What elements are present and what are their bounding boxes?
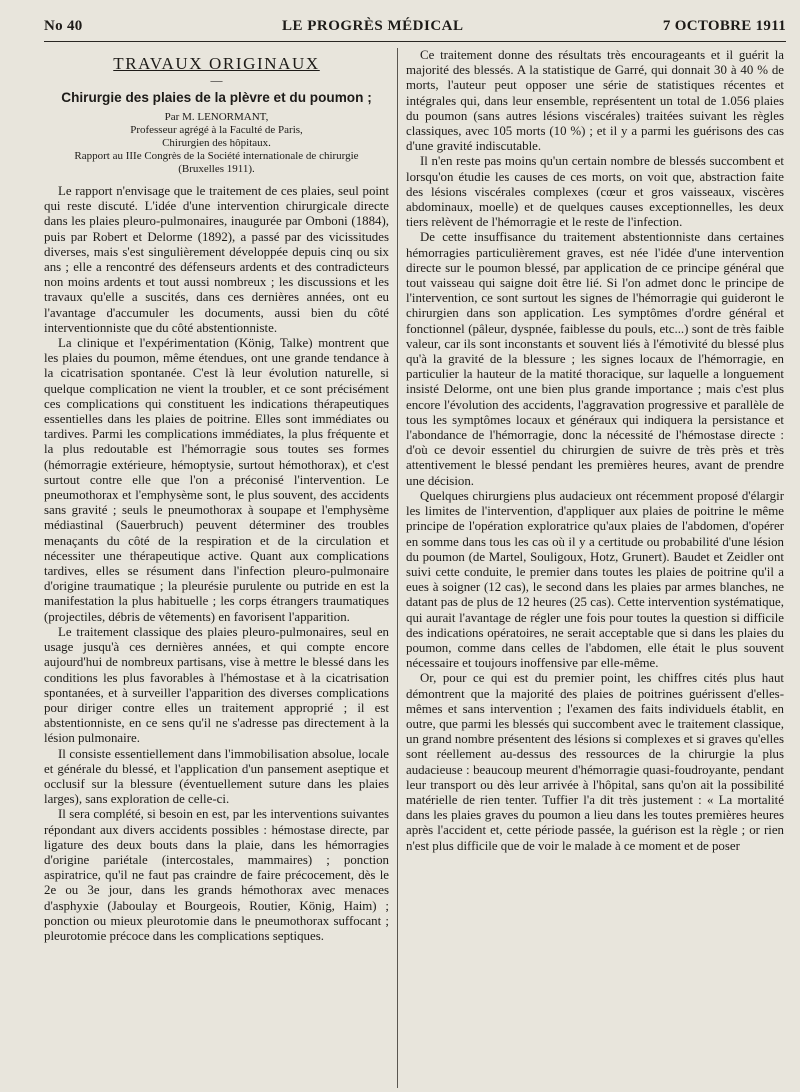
- author-line: Par M. LENORMANT,: [164, 111, 269, 123]
- paragraph: Il consiste essentiellement dans l'immobilisation absolue, locale et générale du blessé, et l'application d'un pansement aseptique et occlusif sur la blessure (éventuellement suture dans les plaies larges), sans exploration de celle-ci.: [44, 746, 389, 807]
- paragraph: Il n'en reste pas moins qu'un certain nombre de blessés succombent et lorsqu'on étudie les causes de ces morts, on voit que, abstraction faite des lésions viscérales complexes (cœur et gros vaisseaux, viscères abdominaux, moelle) et de quelques causes exceptionnelles, les deux tiers relèvent de l'hémorragie et le reste de l'infection.: [406, 154, 784, 230]
- section-heading: TRAVAUX ORIGINAUX: [113, 54, 320, 73]
- running-header: [44, 18, 786, 42]
- paragraph: De cette insuffisance du traitement abstentionniste dans certaines hémorragies particulièrement graves, est née l'idée d'une intervention directe sur le poumon blessé, par application de ce principe général que tout vaisseau qui saigne doit être lié. Si l'on admet donc le principe de l'intervention, ce sont surtout les signes de l'hémorragie qui guideront le chirurgien dans son application. Les symptômes d'ordre général et fonctionnel (pâleur, dyspnée, faiblesse du pouls, etc...) sont de très faible valeur, car ils sont inconstants et souvent liés à l'émotivité du blessé plus qu'à la gravité de la blessure ; les signes locaux de l'hémorragie, en particulier la hauteur de la matité thoracique, sur laquelle a longuement insisté Delorme, ont une bien plus grande importance ; mais c'est plus encore l'évolution des accidents, l'aggravation progressive et parallèle de tous les symptômes locaux et généraux qui indiquera la persistance et l'abondance de l'hémorragie, donc la nécessité de l'hémostase directe : d'où ce devoir essentiel du chirurgien de suivre de très près et très attentivement le blessé pendant les premières heures, avant de prendre une décision.: [406, 230, 784, 488]
- affiliation-2: Chirurgien des hôpitaux.: [162, 137, 271, 149]
- issue-number: No 40: [44, 18, 83, 34]
- paragraph: Ce traitement donne des résultats très encourageants et il guérit la majorité des blessés. A la statistique de Garré, qui donnait 30 à 40 % de morts, l'auteur peut opposer une série de statistiques récentes et intégrales qui, dans leur ensemble, représentent un total de 1.056 plaies du poumon (sans autres lésions viscérales) traitées suivant les règles classiques, avec 105 morts (10 %) ; et il y a parmi les guérisons des cas d'une gravité indiscutable.: [406, 48, 784, 154]
- left-column: [44, 48, 398, 1088]
- paragraph: La clinique et l'expérimentation (König, Talke) montrent que les plaies du poumon, même étendues, ont une grande tendance à la cicatrisation spontanée. C'est là leur évolution naturelle, si quelque complication ne vient la troubler, et ce sont précisément ces complications qui constituent les indications thérapeutiques essentielles dans les plaies de poitrine. Elles sont immédiates ou tardives. Parmi les complications immédiates, la plus fréquente et la plus redoutable est l'hémorragie sous toutes ses formes (hémorragie extérieure, hémoptysie, surtout hémothorax), et c'est surtout contre elle que l'on a préconisé l'intervention. Le pneumothorax et l'emphysème sont, le plus souvent, des accidents sans gravité ; seuls le pneumothorax à soupape et l'emphysème médiastinal (Sauerbruch) peuvent déterminer des troubles menaçants du côté de la respiration et de la circulation et nécessiter une thérapeutique active. Quant aux complications tardives, elles se résument dans l'infection pleuro-pulmonaire d'origine traumatique ; la pleurésie purulente ou putride en est la manifestation la plus habituelle ; les corps étrangers traumatiques (projectiles, débris de vêtements) en favorisent l'apparition.: [44, 336, 389, 624]
- paragraph: Quelques chirurgiens plus audacieux ont récemment proposé d'élargir les limites de l'intervention, d'appliquer aux plaies de poitrine le même principe de l'opération exploratrice qu'aux plaies de l'abdomen, d'opérer en somme dans tous les cas où il y a certitude ou probabilité d'une lésion du poumon (de Martel, Souligoux, Hotz, Grunert). Baudet et Zeidler ont suivi cette conduite, le premier dans toutes les plaies de poitrine qu'il a eues à soigner (12 cas), le second dans les plaies par armes blanches, ne datant pas de plus de 12 heures (25 cas). Cette intervention systématique, qui aurait l'avantage de régler une fois pour toutes la question si difficile des indications opératoires, ne serait acceptable que si dans les plaies du poumon, comme dans celles de l'abdomen, elle était le plus souvent nécessaire et toujours inoffensive par elle-même.: [406, 488, 784, 671]
- paragraph: Il sera complété, si besoin en est, par les interventions suivantes répondant aux divers accidents possibles : hémostase directe, par ligature des deux bouts dans la plaie, dans les hémorragies d'origine pariétale (intercostales, mammaires) ; ponction aspiratrice, qu'il ne faut pas craindre de faire précocement, dès le 2e ou 3e jour, dans les grands hémothorax avec menaces d'asphyxie (Jaboulay et Bourgeois, Routier, König, Haim) ; ponction ou mieux pleurotomie dans le pneumothorax suffocant ; pleurotomie précoce dans les complications septiques.: [44, 807, 389, 943]
- columns: [44, 48, 786, 1088]
- paragraph: Le traitement classique des plaies pleuro-pulmonaires, seul en usage jusqu'à ces dernières années, et qui compte encore aujourd'hui de nombreux partisans, vise à mettre le blessé dans les conditions les plus favorables à l'hémostase et à la cicatrisation spontanées, et à surveiller l'apparition des diverses complications pour diriger contre elles un traitement approprié ; il est abstentionniste, en ce sens qu'il ne s'adresse pas directement à la lésion pulmonaire.: [44, 624, 389, 746]
- right-column: [398, 48, 784, 1088]
- article-title: Chirurgie des plaies de la plèvre et du poumon ;: [61, 90, 372, 105]
- paragraph: Le rapport n'envisage que le traitement de ces plaies, seul point qui reste discuté. L'idée d'une intervention chirurgicale directe dans les plaies pleuro-pulmonaires, inaugurée par Omboni (1884), puis par Robert et Delorme (1892), a passé par des vicissitudes diverses, mais s'est singulièrement développée depuis cinq ou six ans ; elle a rencontré des défenseurs ardents et des contradicteurs non moins ardents et tout aussi nombreux ; les discussions et les travaux qu'elle a suscités, dans ces dernières années, ont eu l'avantage d'accumuler les documents, aussi bien du côté interventionniste que du côté abstentionniste.: [44, 184, 389, 335]
- affiliation-1: Professeur agrégé à la Faculté de Paris,: [130, 124, 303, 136]
- section-dash: —: [210, 73, 223, 87]
- journal-title: LE PROGRÈS MÉDICAL: [281, 18, 464, 34]
- issue-date: 7 OCTOBRE 1911: [662, 18, 786, 34]
- paragraph: Or, pour ce qui est du premier point, les chiffres cités plus haut démontrent que la majorité des plaies de poitrines guérissent d'elles-mêmes et sans intervention ; l'examen des faits individuels établit, en outre, que parmi les blessés qui succombent avec le traitement classique, un grand nombre présentent des lésions si complexes et si graves qu'elles sont réellement au-dessus des ressources de la chirurgie la plus audacieuse : beaucoup meurent d'hémorragie quasi-foudroyante, pendant leur transport ou dès leur arrivée à l'hôpital, sans qu'on ait la possibilité matérielle de rien tenter. Tuffier l'a dit très justement : « La mortalité dans les plaies graves du poumon a lieu dans les toutes premières heures après l'accident et, cette période passée, la guérison est la règle ; or rien n'est plus difficile que de voir le malade à ce moment et de poser: [406, 671, 784, 853]
- report-line-1: Rapport au IIIe Congrès de la Société internationale de chirurgie: [74, 150, 359, 162]
- report-line-2: (Bruxelles 1911).: [178, 163, 255, 175]
